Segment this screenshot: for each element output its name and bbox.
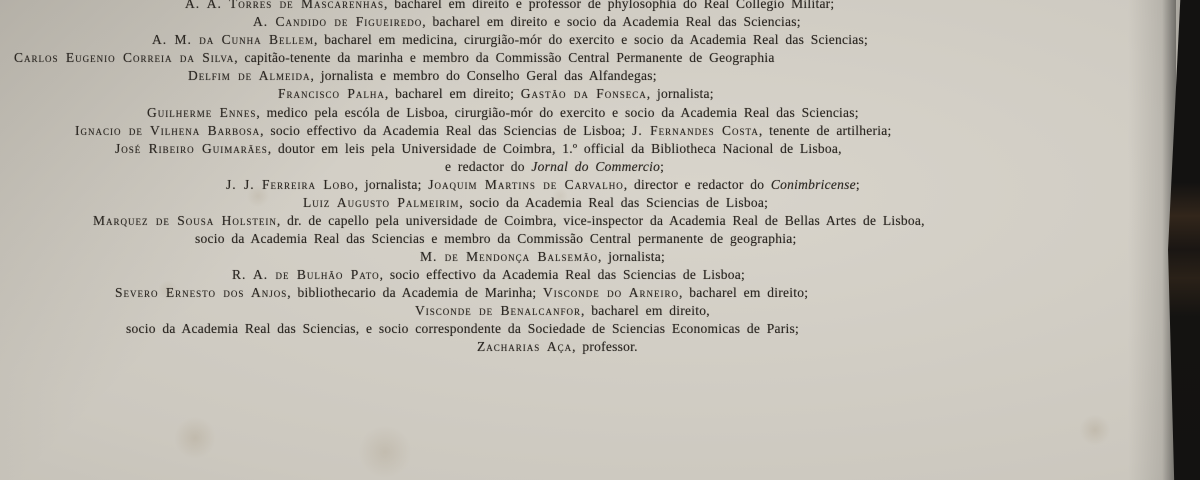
person-name: J. J. Ferreira Lobo bbox=[226, 177, 355, 192]
description-text: e redactor do bbox=[445, 159, 532, 174]
description-text: , professor. bbox=[572, 339, 638, 354]
description-text: , tenente de artilheria; bbox=[758, 123, 892, 138]
text-line-6 bbox=[278, 86, 714, 101]
person-name: José Ribeiro Guimarães bbox=[115, 141, 268, 156]
description-text: , dr. de capello pela universidade de Coimbra, vice-inspector da Academia Real de Bellas Artes de Lisboa, bbox=[276, 213, 925, 228]
description-text: , socio effectivo da Academia Real das Sciencias de Lisboa; bbox=[379, 267, 745, 282]
person-name: Severo Ernesto dos Anjos bbox=[115, 285, 288, 300]
description-text: , medico pela escóla de Lisboa, cirurgião-mór do exercito e socio da Academia Real das Sciencias; bbox=[256, 105, 859, 120]
person-name: Francisco Palha bbox=[278, 86, 385, 101]
text-line-4 bbox=[14, 50, 775, 65]
text-line-18 bbox=[415, 303, 710, 318]
person-name: Carlos Eugenio Correia da Silva bbox=[14, 50, 235, 65]
description-text: , socio effectivo da Academia Real das Sciencias de Lisboa; bbox=[260, 123, 633, 138]
description-text: , capitão-tenente da marinha e membro da Commissão Central Permanente de Geographia bbox=[234, 50, 775, 65]
person-name: Visconde de Benalcanfor bbox=[415, 303, 582, 318]
description-text: , bacharel em direito; bbox=[679, 285, 809, 300]
person-name: Ignacio de Vilhena Barbosa bbox=[75, 123, 261, 138]
publication-title: Jornal do Commercio bbox=[531, 159, 661, 174]
description-text: ; bbox=[660, 159, 665, 174]
text-line-11 bbox=[226, 177, 860, 192]
description-text: , director e redactor do bbox=[623, 177, 771, 192]
publication-title: Conimbricense bbox=[770, 177, 856, 192]
text-line-14 bbox=[195, 231, 796, 246]
description-text: socio da Academia Real das Sciencias, e socio correspondente da Sociedade de Sciencias Economicas de Paris; bbox=[126, 321, 800, 336]
text-line-16 bbox=[232, 267, 745, 282]
description-text: , bacharel em medicina, cirurgião-mór do exercito e socio da Academia Real das Sciencias; bbox=[314, 32, 868, 47]
text-line-1 bbox=[185, 0, 834, 11]
person-name: R. A. de Bulhão Pato bbox=[232, 267, 380, 282]
description-text: , bacharel em direito; bbox=[384, 86, 521, 101]
person-name: A. M. da Cunha Bellem bbox=[152, 32, 315, 47]
text-line-12 bbox=[303, 195, 768, 210]
text-line-5 bbox=[188, 68, 657, 83]
description-text: socio da Academia Real das Sciencias e membro da Commissão Central permanente de geographia; bbox=[195, 231, 797, 246]
text-line-20 bbox=[477, 339, 638, 354]
description-text: , bacharel em direito e professor de phylosophia do Real Collegio Militar; bbox=[384, 0, 835, 11]
text-line-17 bbox=[115, 285, 808, 300]
text-line-10 bbox=[445, 159, 664, 174]
person-name: A. Candido de Figueiredo bbox=[253, 14, 423, 29]
person-name: A. A. Torres de Mascarenhas bbox=[185, 0, 385, 11]
text-line-3 bbox=[152, 32, 868, 47]
text-line-15 bbox=[420, 249, 665, 264]
person-name: Joaquim Martins de Carvalho bbox=[428, 177, 624, 192]
text-line-2 bbox=[253, 14, 801, 29]
description-text: , socio da Academia Real das Sciencias de Lisboa; bbox=[459, 195, 769, 210]
description-text: , jornalista e membro do Conselho Geral das Alfandegas; bbox=[310, 68, 657, 83]
description-text: ; bbox=[855, 177, 860, 192]
person-name: Guilherme Ennes bbox=[147, 105, 257, 120]
text-line-8 bbox=[75, 123, 892, 138]
person-name: M. de Mendonça Balsemão bbox=[420, 249, 599, 264]
description-text: , jornalista; bbox=[354, 177, 429, 192]
person-name: Delfim de Almeida bbox=[188, 68, 311, 83]
text-line-9 bbox=[115, 141, 842, 156]
description-text: , jornalista; bbox=[646, 86, 714, 101]
text-line-19 bbox=[126, 321, 799, 336]
text-line-7 bbox=[147, 105, 859, 120]
description-text: , bibliothecario da Academia de Marinha; bbox=[287, 285, 544, 300]
description-text: , bacharel em direito e socio da Academia Real das Sciencias; bbox=[422, 14, 801, 29]
person-name: Marquez de Sousa Holstein bbox=[93, 213, 277, 228]
person-name: Visconde do Arneiro bbox=[543, 285, 680, 300]
text-line-13 bbox=[93, 213, 925, 228]
person-name: Zacharias Aça bbox=[477, 339, 573, 354]
description-text: , bacharel em direito, bbox=[581, 303, 710, 318]
person-name: Gastão da Fonseca bbox=[520, 86, 647, 101]
person-name: Luiz Augusto Palmeirim bbox=[303, 195, 460, 210]
description-text: , doutor em leis pela Universidade de Coimbra, 1.º official da Bibliotheca Nacional de Lisboa, bbox=[267, 141, 842, 156]
person-name: J. Fernandes Costa bbox=[632, 123, 759, 138]
description-text: , jornalista; bbox=[598, 249, 666, 264]
